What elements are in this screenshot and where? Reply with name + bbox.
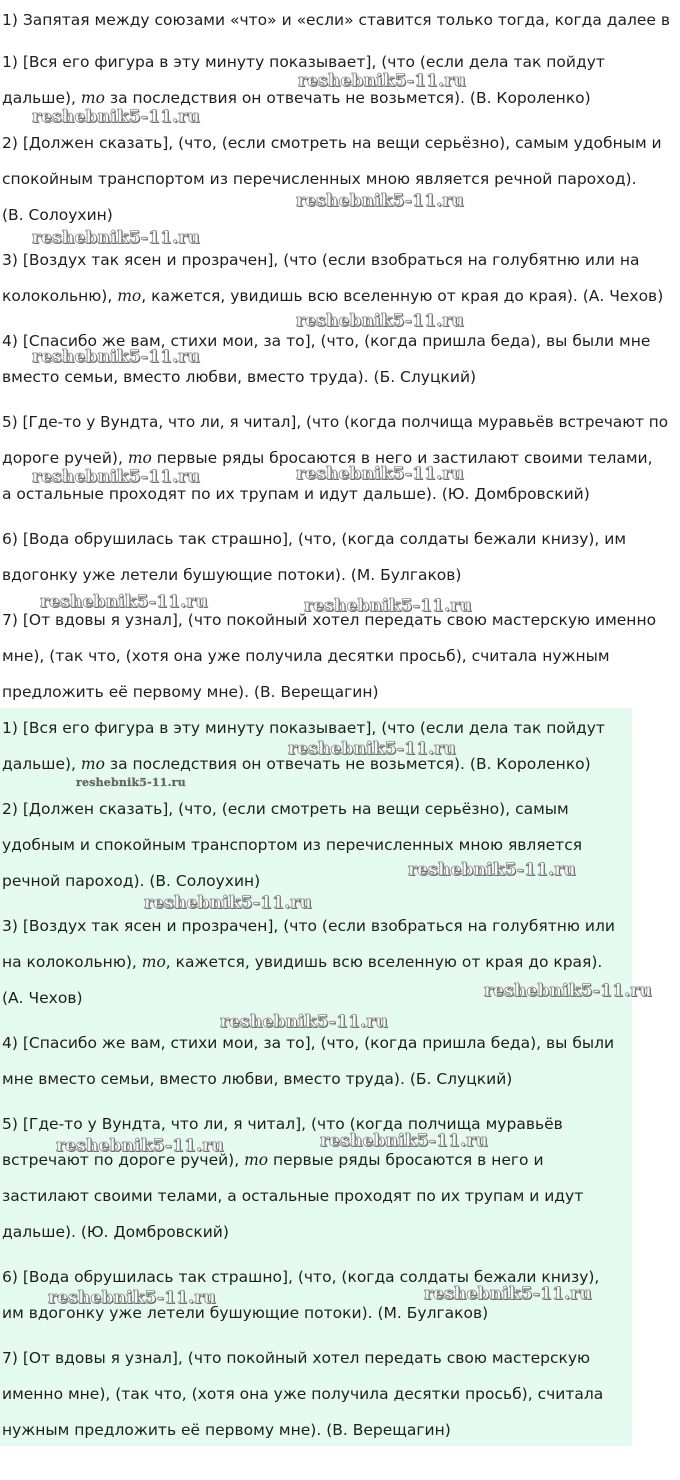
task-line: колокольню), то, кажется, увидишь всю вселенную от края до края). (А. Чехов) [2, 287, 664, 305]
emphasis-to: то [117, 287, 142, 305]
task-line: вдогонку уже летели бушующие потоки). (М. Булгаков) [2, 566, 462, 584]
watermark: reshebnik5-11.ru [408, 860, 576, 880]
task-line: дальше), то за последствия он отвечать не возьмется). (В. Короленко) [2, 89, 591, 107]
watermark: reshebnik5-11.ru [298, 71, 466, 91]
task-line: 3) [Воздух так ясен и прозрачен], (что (если взобраться на голубятню или на [2, 251, 640, 269]
watermark: reshebnik5-11.ru [48, 1288, 216, 1308]
answer-line: речной пароход). (В. Солоухин) [2, 872, 261, 890]
task-line: 7) [От вдовы я узнал], (что покойный хотел передать свою мастерскую именно [2, 611, 657, 629]
watermark: reshebnik5-11.ru [288, 739, 456, 759]
watermark: reshebnik5-11.ru [220, 1012, 388, 1032]
answer-line: дальше). (Ю. Домбровский) [2, 1223, 229, 1241]
watermark: reshebnik5-11.ru [32, 107, 200, 127]
answer-line: мне вместо семьи, вместо любви, вместо труда). (Б. Слуцкий) [2, 1070, 513, 1088]
answer-line: застилают своими телами, а остальные проходят по их трупам и идут [2, 1187, 584, 1205]
watermark: reshebnik5-11.ru [296, 464, 464, 484]
watermark: reshebnik5-11.ru [424, 1284, 592, 1304]
watermark: reshebnik5-11.ru [32, 347, 200, 367]
watermark: reshebnik5-11.ru [40, 592, 208, 612]
watermark: reshebnik5-11.ru [32, 228, 200, 248]
watermark: reshebnik5-11.ru [144, 893, 312, 913]
task-line: 5) [Где-то у Вундта, что ли, я читал], (что (когда полчища муравьёв встречают по [2, 413, 669, 431]
task-line: предложить её первому мне). (В. Верещагин) [2, 683, 379, 701]
watermark: reshebnik5-11.ru [32, 467, 200, 487]
emphasis-to: то [244, 1151, 269, 1169]
emphasis-to: то [127, 449, 152, 467]
answer-line: удобным и спокойным транспортом из перечисленных мною является [2, 836, 583, 854]
answer-line: (А. Чехов) [2, 989, 83, 1007]
task-line: 4) [Спасибо же вам, стихи мои, за то], (что, (когда пришла беда), вы были мне [2, 332, 651, 350]
watermark: reshebnik5-11.ru [484, 981, 652, 1001]
watermark: reshebnik5-11.ru [56, 1136, 224, 1156]
task-line: 6) [Вода обрушилась так страшно], (что, (когда солдаты бежали книзу), им [2, 530, 627, 548]
answer-line: им вдогонку уже летели бушующие потоки). (М. Булгаков) [2, 1304, 489, 1322]
answer-line: встречают по дороге ручей), то первые ряды бросаются в него и [2, 1151, 544, 1169]
emphasis-to: то [80, 89, 105, 107]
task-line: мне), (так что, (хотя она уже получила десятки просьб), считала нужным [2, 647, 610, 665]
answer-line: 4) [Спасибо же вам, стихи мои, за то], (что, (когда пришла беда), вы были [2, 1034, 615, 1052]
task-line: а остальные проходят по их трупам и идут дальше). (Ю. Домбровский) [2, 485, 590, 503]
answer-line: именно мне), (так что, (хотя она уже получила десятки просьб), считала [2, 1385, 604, 1403]
answer-line: 1) [Вся его фигура в эту минуту показывает], (что (если дела так пойдут [2, 719, 605, 737]
watermark: reshebnik5-11.ru [304, 596, 472, 616]
emphasis-to: то [80, 755, 105, 773]
watermark: reshebnik5-11.ru [296, 191, 464, 211]
answer-line: нужным предложить её первому мне). (В. Верещагин) [2, 1421, 451, 1439]
task-line: 2) [Должен сказать], (что, (если смотреть на вещи серьёзно), самым удобным и [2, 134, 662, 152]
header-line: 1) Запятая между союзами «что» и «если» ставится только тогда, когда далее в [2, 11, 670, 29]
answer-line: 2) [Должен сказать], (что, (если смотреть на вещи серьёзно), самым [2, 800, 569, 818]
watermark: reshebnik5-11.ru [296, 311, 464, 331]
answer-line: 7) [От вдовы я узнал], (что покойный хотел передать свою мастерскую [2, 1349, 591, 1367]
task-line: 1) [Вся его фигура в эту минуту показывает], (что (если дела так пойдут [2, 53, 605, 71]
task-line: (В. Солоухин) [2, 206, 113, 224]
watermark: reshebnik5-11.ru [76, 776, 186, 789]
task-line: вместо семьи, вместо любви, вместо труда). (Б. Слуцкий) [2, 368, 477, 386]
answer-line: 6) [Вода обрушилась так страшно], (что, (когда солдаты бежали книзу), [2, 1268, 600, 1286]
watermark: reshebnik5-11.ru [320, 1131, 488, 1151]
task-line: дороге ручей), то первые ряды бросаются в него и застилают своими телами, [2, 449, 653, 467]
answer-line: дальше), то за последствия он отвечать не возьмется). (В. Короленко) [2, 755, 591, 773]
answer-line: 5) [Где-то у Вундта, что ли, я читал], (что (когда полчища муравьёв [2, 1115, 563, 1133]
answer-line: на колокольню), то, кажется, увидишь всю вселенную от края до края). [2, 953, 603, 971]
emphasis-to: то [141, 953, 166, 971]
task-line: спокойным транспортом из перечисленных мною является речной пароход). [2, 170, 637, 188]
answer-line: 3) [Воздух так ясен и прозрачен], (что (если взобраться на голубятню или [2, 917, 615, 935]
